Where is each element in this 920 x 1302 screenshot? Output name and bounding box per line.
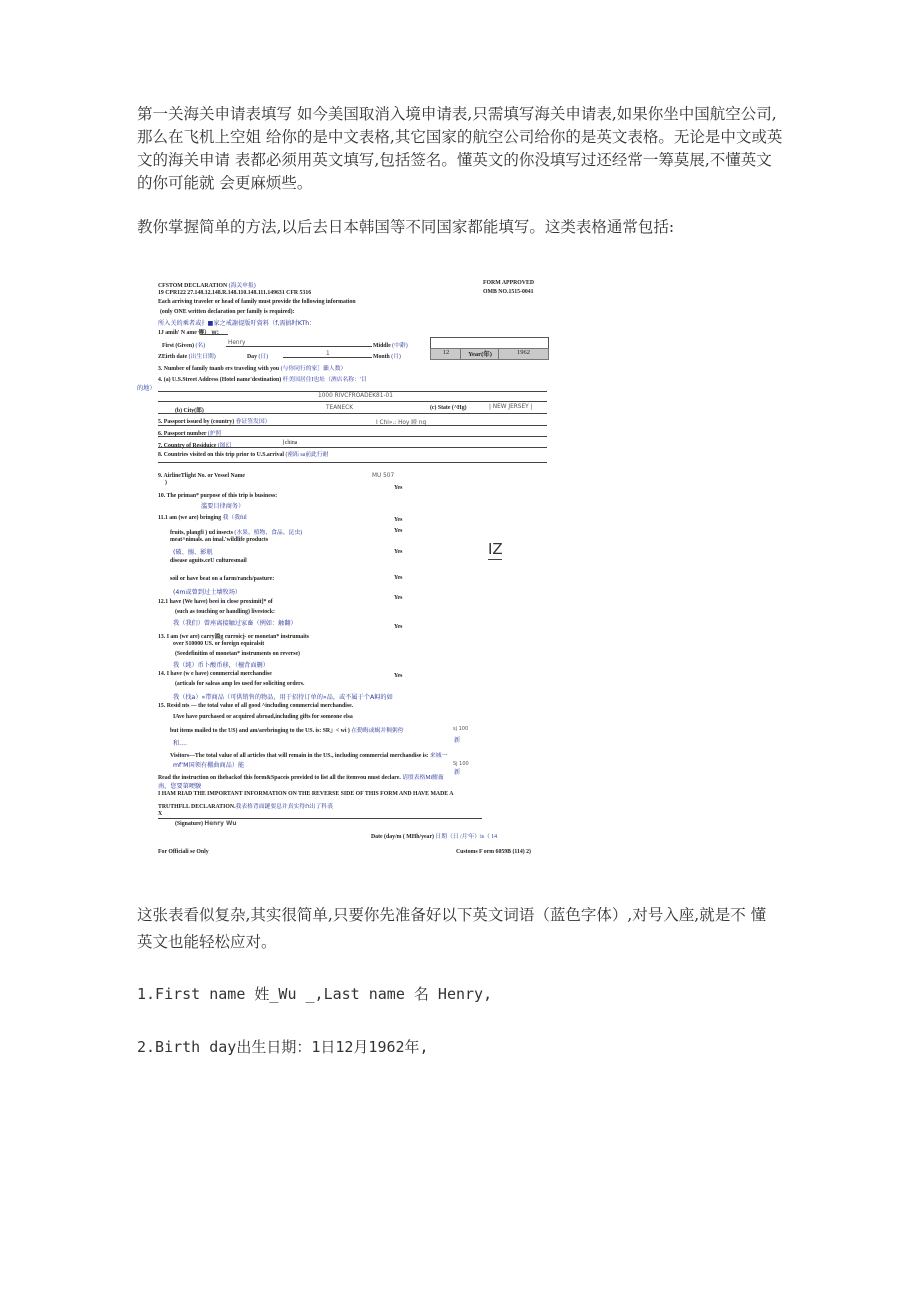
q14a-label: (articals for saleas amp les used for soliciting orders. bbox=[175, 681, 305, 687]
q7-label: 7. Country of Residuice (图幻 bbox=[158, 443, 232, 449]
address-value: 1000 RIVCFROADEK81-01 bbox=[318, 393, 393, 399]
q12a-label: (such as touching or handling) livestock: bbox=[175, 609, 275, 615]
city-label: (b) City(郎) bbox=[175, 408, 204, 414]
q10-yes[interactable]: Yes bbox=[394, 485, 403, 491]
list-item-1: 1.First name 姓_Wu _,Last name 名 Henry, bbox=[137, 985, 493, 1003]
q11-yes-3[interactable]: Yes bbox=[394, 549, 403, 555]
list-item-2: 2.Birth day出生日期：1日12月1962年, bbox=[137, 1038, 429, 1056]
q11b-label-cn: (破、搦、影瓶 bbox=[173, 549, 213, 556]
q9-label: 9. AirlineTlight No. or Vessel Name bbox=[158, 473, 246, 479]
q9-paren: ) bbox=[165, 480, 167, 486]
date-label: Date (day/m ( MHh/year) 日期（日 /月'年）is（ 14 bbox=[371, 834, 497, 840]
year-box[interactable]: 1962 bbox=[498, 348, 549, 360]
q10-label-cn: 滥要目律商务） bbox=[201, 503, 245, 510]
signature-label: (Signature) Henry Wu bbox=[175, 821, 237, 827]
customs-declaration-form bbox=[0, 270, 920, 870]
state-value: | NEW JERSEY | bbox=[489, 404, 533, 410]
city-value: TEANECK bbox=[326, 405, 354, 411]
q15a-label: IAve have purchased or acquired abroad,including gifts for someone elsa bbox=[173, 714, 353, 720]
q15d-label: Visitors—The total value of all articles that will remain in the US., including commercial merchandise is: 来城一 bbox=[170, 753, 448, 759]
q5-label: 5. Passport issued by (country) 眷证签发国） bbox=[158, 419, 271, 425]
q13-yes[interactable]: Yes bbox=[394, 624, 403, 630]
q15b-label: but items mailed to the US) and am/arebringing to the US. is: SR」< wi ) 在勤晦或蝎并稠粥侉 bbox=[170, 728, 404, 734]
read-instruction-cn2: 南，您要第哽駿 bbox=[158, 783, 202, 790]
q14-label-cn: 我（找a）»带商品（可供销售的物品，用于招待订单的»品，或不属于个A鲟的如 bbox=[173, 694, 393, 701]
intro-paragraph-2: 教你掌握简单的方法,以后去日本韩国等不同国家都能填写。这类表格通常包括: bbox=[137, 218, 675, 236]
q11-yes-4[interactable]: Yes bbox=[394, 575, 403, 581]
q9-value: MU 507 bbox=[372, 473, 395, 479]
q13-label: 13. I am (we are) carry溢g curroicj- or monetan* instrumaits bbox=[158, 634, 310, 640]
customs-form-number: Customs F orm 6059B (114) 2) bbox=[456, 849, 531, 855]
birth-date-label: ZEirth date (出生曰期) bbox=[158, 354, 216, 360]
month-label: Month (月) bbox=[373, 354, 401, 360]
truthful-text: TRUTHFLL DECLARATION.我表格背面鏈要息并真实得f't出了科裘 bbox=[158, 804, 333, 810]
q14-label: 14. I have (w e have) commercial merchandise bbox=[158, 671, 272, 677]
cfr-text: 19 CPR122 27.148.12.148.R.148.110.148.111.149631 CFR 5316 bbox=[158, 290, 312, 296]
q12-label: 12.1 have (We have) beei in close proximit]* of bbox=[158, 599, 273, 605]
amount-1: sj 100 bbox=[453, 726, 469, 732]
amount-1-cn: 新 bbox=[454, 737, 461, 744]
q7-value: }china bbox=[282, 440, 298, 446]
only-one-text-cn: 所入关的乘者或扌■家之戒謝提版吁資料（f,需搞时KTh： bbox=[158, 320, 316, 327]
first-name-value: Henry bbox=[228, 340, 246, 346]
middle-name-label: Middle (中辭) bbox=[373, 343, 408, 349]
q11b-label: meat^nimals. an imal.'wildlife products bbox=[170, 537, 269, 543]
omb-number: OMB NO.1515-0041 bbox=[483, 289, 534, 295]
amount-2-cn: 新 bbox=[454, 769, 461, 776]
q13b-label: (Seedefinitim of monetan* instruments on reverse) bbox=[175, 651, 300, 657]
first-name-label: First (Given) (名) bbox=[162, 343, 206, 349]
q11d-label: soil or have beat on a farm/ranch/pasture: bbox=[170, 576, 275, 582]
q11-yes-1[interactable]: Yes bbox=[394, 517, 403, 523]
each-traveler-text: Each arriving traveler or head of family must provide the following information bbox=[158, 299, 356, 305]
q5-value: I Chi».: Hoy 瞬 ng bbox=[376, 420, 427, 426]
outro-paragraph: 这张表看似复杂,其实很简单,只要你先准备好以下英文词语（蓝色字体）,对号入座,就是不 懂英文也能轻松应对。 bbox=[137, 906, 767, 951]
q4-label-cn2: 的地） bbox=[137, 385, 156, 392]
q15e-cn: mf‘M国领有棚曲商品）能 bbox=[173, 762, 245, 769]
have-read-text: I HAM RIAD THE IMPORTANT INFORMATION ON THE REVERSE SIDE OF THIS FORM AND HAVE MADE A bbox=[158, 791, 454, 797]
q13a-label: over S10000 US. or foreign equiralsit bbox=[173, 641, 265, 647]
month-box[interactable]: 12 bbox=[430, 348, 462, 360]
q6-label: 6. Passport number (护照 bbox=[158, 431, 222, 437]
only-one-text: (only ONE written declaration per family is required): bbox=[160, 309, 295, 315]
day-value: 1 bbox=[326, 351, 330, 357]
q12-yes[interactable]: Yes bbox=[394, 595, 403, 601]
iz-mark: IZ bbox=[488, 540, 503, 558]
read-instruction: Read the instruction on thebackof this form&Spaceis provided to list all the itemvou must declare. 请殷表格Mi鮒齒 bbox=[158, 775, 444, 781]
q4-label: 4. (a) U.S.Street Address (Hotel name'destination) 杆美国居住I也址（酒店名称：'目 bbox=[158, 377, 367, 383]
q15-label: 15. Resid nts — the total value of all good ^including commercial merchandise. bbox=[158, 703, 354, 709]
q11a-label: fruits, plangfi ) ud insects (水果、植物、食品、昆虫) bbox=[170, 530, 303, 536]
official-use: For Officiali se Only bbox=[158, 849, 209, 855]
q13-label-cn: 我（純）币卜酸币移，（檀背面删） bbox=[173, 662, 269, 669]
state-label: (c) State (^Hg) bbox=[430, 405, 467, 411]
q10-label: 10. The priman* purpose of this trip is business: bbox=[158, 493, 278, 499]
q11-label: 11.1 am (we are) bringing 我（我fiil bbox=[158, 515, 247, 521]
form-approved: FORM APPROVED bbox=[483, 280, 535, 286]
year-label-box: Year(年) bbox=[460, 348, 500, 360]
q11c-label: disease aguits.ceU culturesmail bbox=[170, 558, 247, 564]
family-name-label: 1J amih' N ame 傳） w: bbox=[158, 330, 219, 336]
q11-yes-2[interactable]: Yes bbox=[394, 528, 403, 534]
form-title: CFSTOM DECLARATION (海关申报) bbox=[158, 283, 256, 289]
amount-2: Sj 100 bbox=[453, 761, 469, 767]
intro-paragraph-1: 第一关海关申请表填写 如今美国取消入境申请表,只需填写海关申请表,如果你坐中国航空公司,那么在飞机上空姐 给你的是中文表格,其它国家的航空公司给你的是英文表格。无论是中文或英文的海关申请 表都必须用英文填写,包括签名。懂英文的你没填写过还经常一筹莫展,不懂英文的你可能就 会更麻烦些。 bbox=[137, 105, 783, 192]
q12-label-cn: 我（我们）曾座离接触过家畜（例如：触翻） bbox=[173, 620, 297, 627]
signature-x: X bbox=[158, 811, 163, 817]
q14-yes[interactable]: Yes bbox=[394, 673, 403, 679]
q8-label: 8. Countries visited on this trip prior to U.S.arrival (密跖 sa前此行耐 bbox=[158, 452, 329, 458]
day-label: Day (日) bbox=[247, 354, 269, 360]
q15c-cn: 和.... bbox=[173, 740, 188, 747]
q11d-label-cn: (4m或曾到过土壊牧场） bbox=[173, 589, 242, 596]
q3-label: 3. Number of family tnanb ers traveling with you (与你同行的家］籲人数） bbox=[158, 366, 347, 372]
